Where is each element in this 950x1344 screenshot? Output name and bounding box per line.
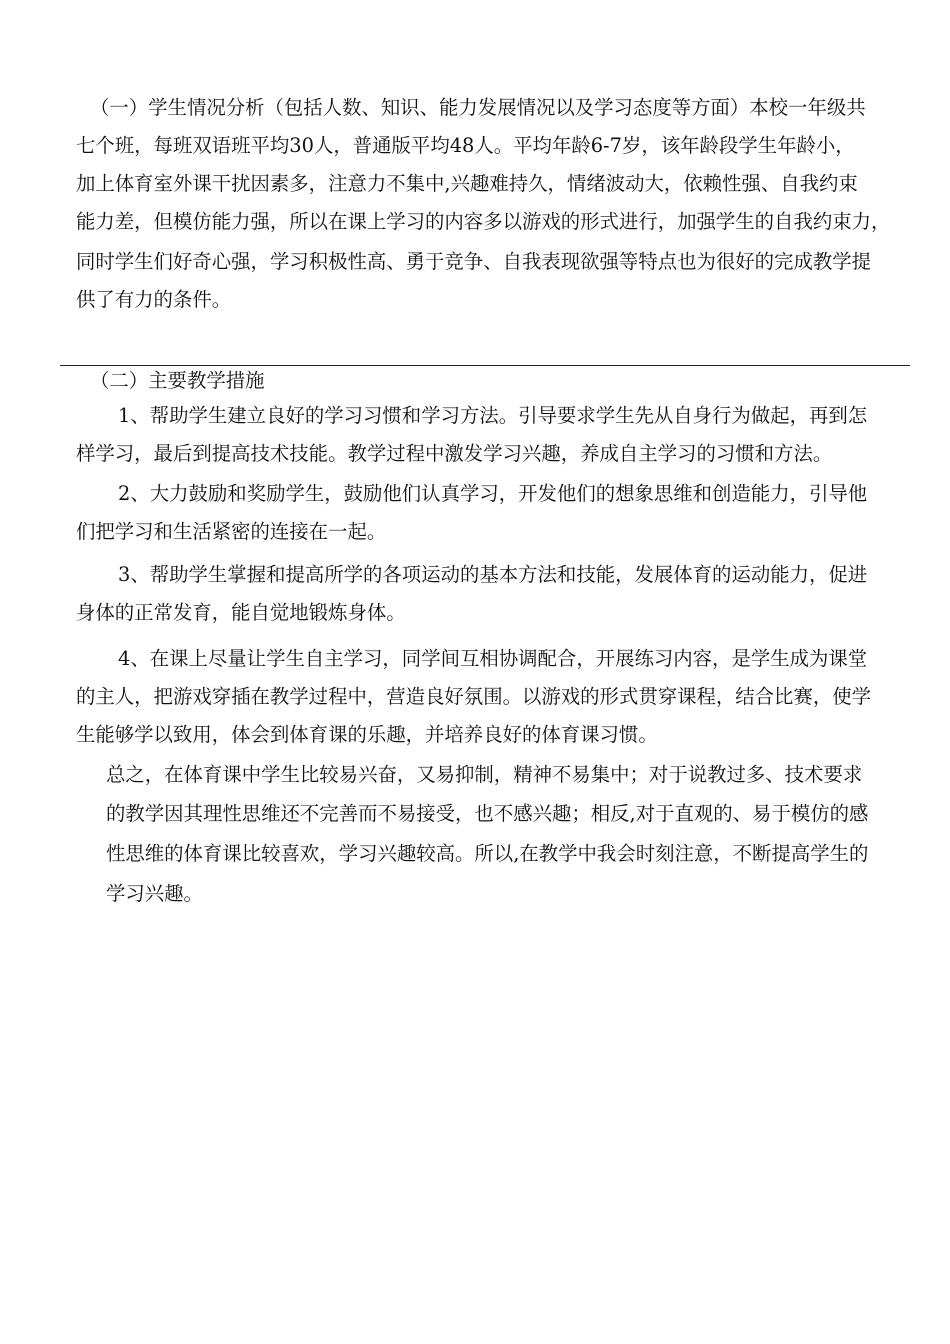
paragraph-line: 2、大力鼓励和奖励学生，鼓励他们认真学习，开发他们的想象思维和创造能力，引导他 xyxy=(118,482,868,505)
paragraph-line: 4、在课上尽量让学生自主学习，同学间互相协调配合，开展练习内容，是学生成为课堂 xyxy=(118,647,868,670)
paragraph-line: 样学习，最后到提高技术技能。教学过程中激发学习兴趣，养成自主学习的习惯和方法。 xyxy=(76,442,833,465)
paragraph-line: 七个班，每班双语班平均30人，普通版平均48人。平均年龄6-7岁，该年龄段学生年龄小， xyxy=(76,134,855,157)
paragraph-line: 3、帮助学生掌握和提高所学的各项运动的基本方法和技能，发展体育的运动能力，促进 xyxy=(118,563,868,586)
paragraph-line: 总之，在体育课中学生比较易兴奋，又易抑制，精神不易集中；对于说教过多、技术要求 xyxy=(106,763,863,786)
paragraph-line: 学习兴趣。 xyxy=(106,882,203,905)
paragraph-line: 的主人，把游戏穿插在教学过程中，营造良好氛围。以游戏的形式贯穿课程，结合比赛，使学 xyxy=(76,685,872,708)
section-heading: （二）主要教学措施 xyxy=(90,369,265,392)
paragraph-line: 能力差，但模仿能力强，所以在课上学习的内容多以游戏的形式进行，加强学生的自我约束力， xyxy=(76,210,891,233)
paragraph-line: 同时学生们好奇心强，学习积极性高、勇于竞争、自我表现欲强等特点也为很好的完成教学提 xyxy=(76,250,872,273)
horizontal-divider xyxy=(60,365,910,366)
paragraph-line: 身体的正常发育，能自觉地锻炼身体。 xyxy=(76,601,406,624)
paragraph-line: 加上体育室外课干扰因素多，注意力不集中,兴趣难持久，情绪波动大，依赖性强、自我约束 xyxy=(76,172,858,195)
paragraph-line: 生能够学以致用，体会到体育课的乐趣，并培养良好的体育课习惯。 xyxy=(76,723,658,746)
paragraph-line: 性思维的体育课比较喜欢，学习兴趣较高。所以,在教学中我会时刻注意，不断提高学生的 xyxy=(106,842,869,865)
paragraph-line: 供了有力的条件。 xyxy=(76,288,232,311)
paragraph-line: 1、帮助学生建立良好的学习习惯和学习方法。引导要求学生先从自身行为做起，再到怎 xyxy=(118,404,868,427)
paragraph-line: 们把学习和生活紧密的连接在一起。 xyxy=(76,520,387,543)
paragraph-line: （一）学生情况分析（包括人数、知识、能力发展情况以及学习态度等方面）本校一年级共 xyxy=(90,96,866,119)
paragraph-line: 的教学因其理性思维还不完善而不易接受，也不感兴趣；相反,对于直观的、易于模仿的感 xyxy=(106,802,869,825)
